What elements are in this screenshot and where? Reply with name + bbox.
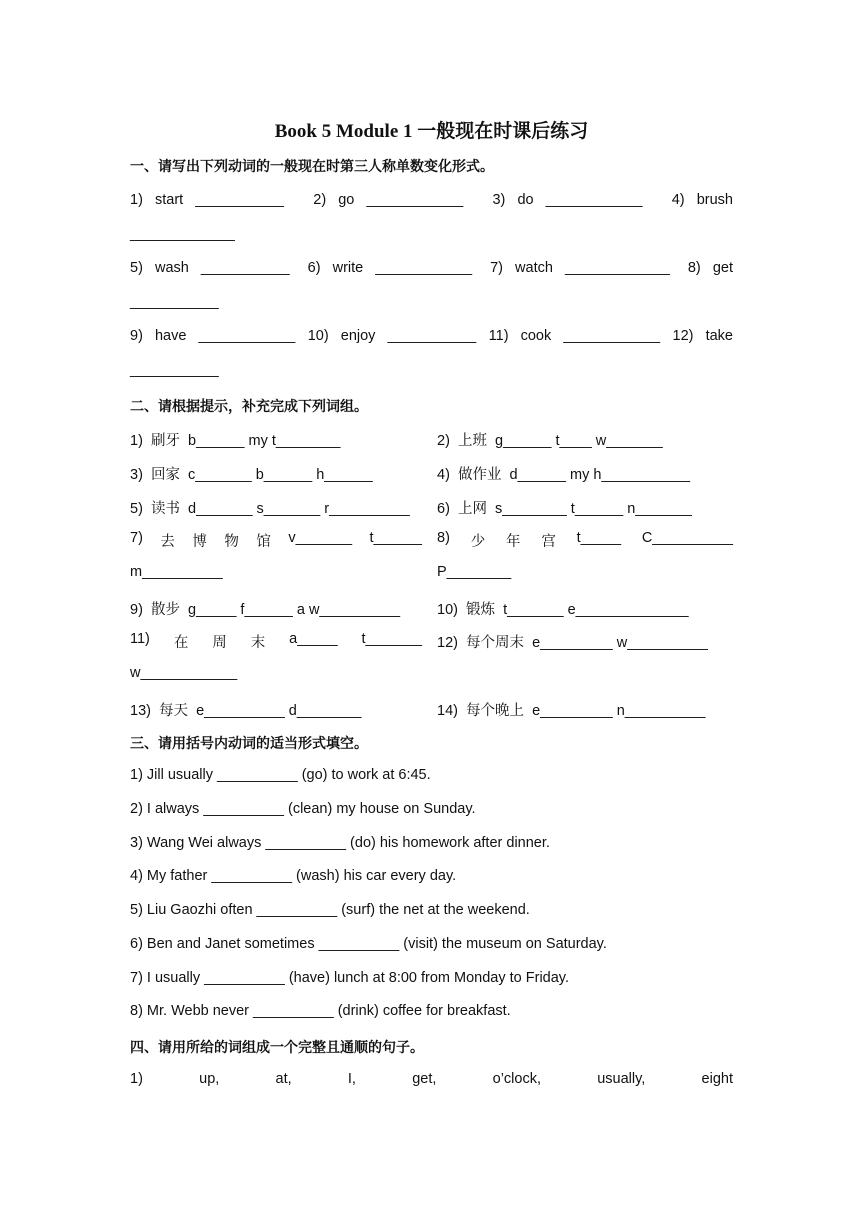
section1-heading: 一、请写出下列动词的一般现在时第三人称单数变化形式。 xyxy=(130,158,494,174)
hint-char: 少 xyxy=(470,534,486,550)
fill-sentence-4: 4) My father __________ (wash) his car every day. xyxy=(130,868,457,884)
section1-row-2 xyxy=(130,260,733,276)
phrase-item-10: 10) 锻炼 t_______ e______________ xyxy=(437,602,689,618)
fill-sentence-5: 5) Liu Gaozhi often __________ (surf) the net at the weekend. xyxy=(130,902,530,918)
phrase-item-1: 1) 刷牙 b______ my t________ xyxy=(130,433,341,449)
answer-blank: ___________ xyxy=(130,294,219,310)
answer-blank: a_____ xyxy=(289,631,338,647)
verb-item-10: 10) enjoy ___________ xyxy=(307,328,477,344)
hint-char: 物 xyxy=(224,534,239,550)
word-chunk: I, xyxy=(347,1071,356,1087)
phrase-item-4: 4) 做作业 d______ my h___________ xyxy=(437,467,691,483)
section3-heading: 三、请用括号内动词的适当形式填空。 xyxy=(130,735,368,751)
fill-sentence-8: 8) Mr. Webb never __________ (drink) coffee for breakfast. xyxy=(130,1003,511,1019)
fill-sentence-6: 6) Ben and Janet sometimes __________ (visit) the museum on Saturday. xyxy=(130,936,607,952)
hint-char: 末 xyxy=(250,635,266,651)
verb-item-7: 7) watch _____________ xyxy=(490,260,670,276)
phrase-item-7 xyxy=(130,530,422,551)
phrase-item-2: 2) 上班 g______ t____ w_______ xyxy=(437,433,663,449)
section1-row-1 xyxy=(130,192,733,208)
item-number: 1) xyxy=(130,1071,143,1087)
answer-blank: ___________ xyxy=(130,362,219,378)
page-title: Book 5 Module 1 一般现在时课后练习 xyxy=(274,121,589,142)
verb-item-3: 3) do ____________ xyxy=(492,192,643,208)
verb-item-2: 2) go ____________ xyxy=(313,192,464,208)
word-chunk: up, xyxy=(199,1071,220,1087)
phrase-item-12: 12) 每个周末 e_________ w__________ xyxy=(437,635,708,651)
phrase-item-6: 6) 上网 s________ t______ n_______ xyxy=(437,501,692,517)
answer-blank: t_____ xyxy=(576,530,622,546)
hint-char: 馆 xyxy=(256,534,271,550)
word-chunk: eight xyxy=(701,1071,733,1087)
reorder-item-1 xyxy=(130,1071,733,1087)
word-chunk: get, xyxy=(412,1071,437,1087)
word-chunk: usually, xyxy=(597,1071,646,1087)
verb-item-1: 1) start ___________ xyxy=(130,192,284,208)
hint-char: 年 xyxy=(506,534,521,550)
word-chunk: at, xyxy=(275,1071,292,1087)
hint-char: 宫 xyxy=(541,534,556,550)
answer-blank: v_______ xyxy=(288,530,353,546)
answer-blank: C__________ xyxy=(641,530,733,546)
fill-sentence-2: 2) I always __________ (clean) my house on Sunday. xyxy=(130,801,476,817)
item-number: 8) xyxy=(437,530,450,546)
section2-heading: 二、请根据提示，补充完成下列词组。 xyxy=(130,398,368,414)
hint-char: 去 xyxy=(160,534,175,550)
verb-item-5: 5) wash ___________ xyxy=(130,260,290,276)
section4-heading: 四、请用所给的词组成一个完整且通顺的句子。 xyxy=(130,1039,424,1055)
item-number: 11) xyxy=(130,631,150,647)
hint-char: 在 xyxy=(173,635,189,651)
phrase-item-13: 13) 每天 e__________ d________ xyxy=(130,703,362,719)
answer-blank: t_______ xyxy=(361,631,422,647)
answer-blank: t______ xyxy=(369,530,422,546)
fill-sentence-7: 7) I usually __________ (have) lunch at 8:00 from Monday to Friday. xyxy=(130,970,570,986)
verb-item-4: 4) brush xyxy=(671,192,733,208)
fill-sentence-1: 1) Jill usually __________ (go) to work at 6:45. xyxy=(130,767,431,783)
answer-blank: P________ xyxy=(437,564,512,580)
verb-item-9: 9) have ____________ xyxy=(130,328,296,344)
verb-item-8: 8) get xyxy=(687,260,733,276)
word-chunk: o’clock, xyxy=(492,1071,541,1087)
verb-item-11: 11) cook ____________ xyxy=(488,328,661,344)
phrase-item-5: 5) 读书 d_______ s_______ r__________ xyxy=(130,501,410,517)
hint-char: 博 xyxy=(192,534,207,550)
fill-sentence-3: 3) Wang Wei always __________ (do) his homework after dinner. xyxy=(130,835,550,851)
phrase-item-3: 3) 回家 c_______ b______ h______ xyxy=(130,467,373,483)
answer-blank: m__________ xyxy=(130,564,223,580)
phrase-item-8 xyxy=(437,530,733,551)
hint-char: 周 xyxy=(212,635,227,651)
phrase-item-11 xyxy=(130,631,422,652)
answer-blank: _____________ xyxy=(130,226,235,242)
section1-row-3 xyxy=(130,328,733,344)
verb-item-6: 6) write ____________ xyxy=(307,260,473,276)
answer-blank: w____________ xyxy=(130,665,238,681)
phrase-item-14: 14) 每个晚上 e_________ n__________ xyxy=(437,703,706,719)
phrase-item-9: 9) 散步 g_____ f______ a w__________ xyxy=(130,602,401,618)
item-number: 7) xyxy=(130,530,143,546)
verb-item-12: 12) take xyxy=(672,328,733,344)
